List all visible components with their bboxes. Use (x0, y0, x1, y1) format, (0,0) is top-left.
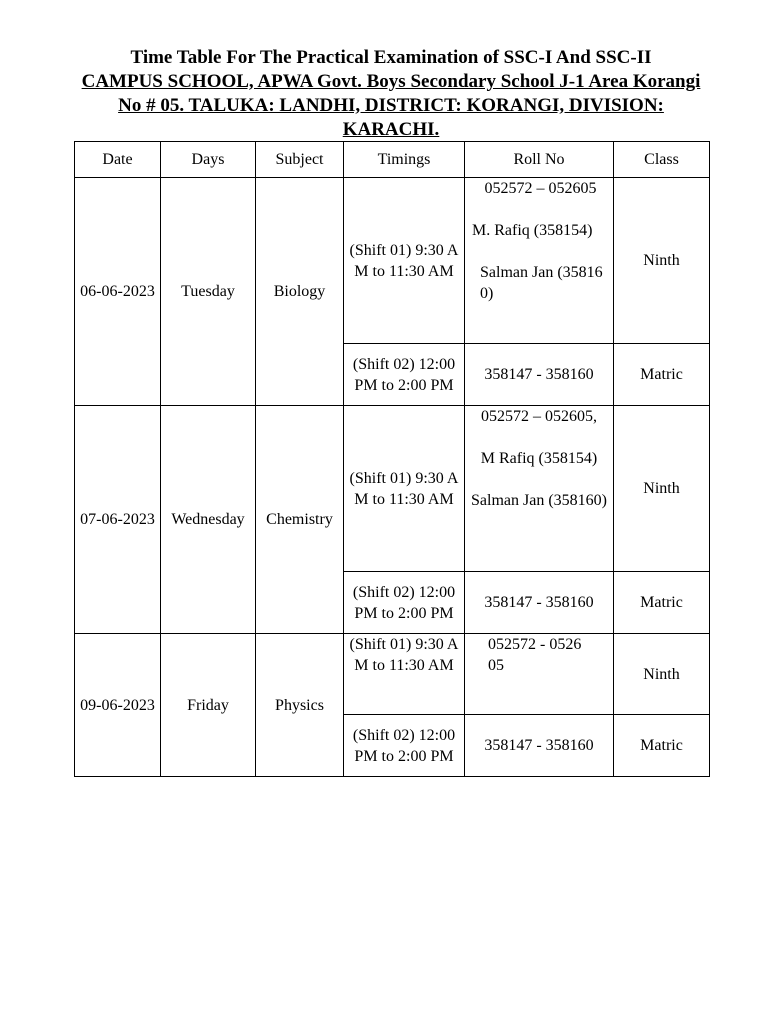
table-row (75, 406, 710, 572)
school-address: CAMPUS SCHOOL, APWA Govt. Boys Secondary School J-1 Area Korangi No # 05. TALUKA: LANDHI, DISTRICT: KORANGI, DIVISION: KARACHI. (81, 71, 701, 140)
class-cell: Matric (614, 344, 710, 406)
roll-no-cell (465, 178, 614, 344)
column-header-days: Days (161, 142, 256, 178)
roll-no-entry: Salman Jan (358160) (471, 492, 607, 509)
timing-cell: (Shift 02) 12:00 PM to 2:00 PM (344, 344, 465, 406)
date-cell: 06-06-2023 (75, 178, 161, 406)
column-header-date: Date (75, 142, 161, 178)
timing-cell: (Shift 01) 9:30 AM to 11:30 AM (344, 406, 465, 572)
roll-no-range: 052572 – 052605 (484, 180, 597, 197)
roll-no-range: 052572 – 052605, (481, 408, 597, 425)
roll-no-cell: 358147 - 358160 (465, 344, 614, 406)
timetable (74, 141, 710, 777)
roll-no-entry: M Rafiq (358154) (480, 450, 598, 467)
timing-cell: (Shift 01) 9:30 AM to 11:30 AM (344, 634, 465, 715)
roll-no-cell (465, 406, 614, 572)
roll-no-cell: 358147 - 358160 (465, 715, 614, 777)
table-header-row (75, 142, 710, 178)
subject-cell: Chemistry (256, 406, 344, 634)
day-cell: Wednesday (161, 406, 256, 634)
subject-cell: Physics (256, 634, 344, 777)
timing-cell: (Shift 02) 12:00 PM to 2:00 PM (344, 572, 465, 634)
column-header-class: Class (614, 142, 710, 178)
date-cell: 09-06-2023 (75, 634, 161, 777)
timing-cell: (Shift 01) 9:30 AM to 11:30 AM (344, 178, 465, 344)
class-cell: Ninth (614, 178, 710, 344)
timing-cell: (Shift 02) 12:00 PM to 2:00 PM (344, 715, 465, 777)
date-cell: 07-06-2023 (75, 406, 161, 634)
roll-no-cell: 358147 - 358160 (465, 572, 614, 634)
table-row (75, 634, 710, 715)
subject-cell: Biology (256, 178, 344, 406)
roll-no-range: 052572 - 052605 (488, 636, 582, 674)
roll-no-entry: Salman Jan (358160) (480, 264, 603, 302)
table-row (75, 178, 710, 344)
day-cell: Tuesday (161, 178, 256, 406)
class-cell: Ninth (614, 406, 710, 572)
roll-no-entry: M. Rafiq (358154) (472, 222, 593, 239)
day-cell: Friday (161, 634, 256, 777)
class-cell: Matric (614, 715, 710, 777)
column-header-subject: Subject (256, 142, 344, 178)
roll-no-cell (465, 634, 614, 715)
document-header (74, 46, 708, 142)
column-header-timings: Timings (344, 142, 465, 178)
column-header-roll-no: Roll No (465, 142, 614, 178)
class-cell: Ninth (614, 634, 710, 715)
document-title: Time Table For The Practical Examination of SSC-I And SSC-II (130, 47, 652, 68)
class-cell: Matric (614, 572, 710, 634)
